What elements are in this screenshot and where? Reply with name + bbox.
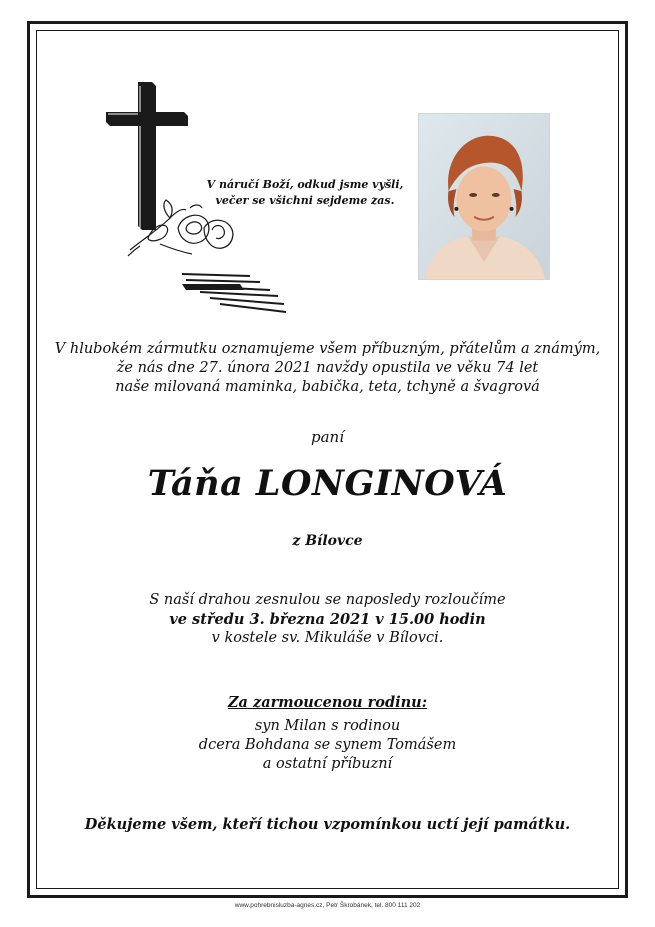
portrait-photo xyxy=(418,113,550,280)
announcement-line-2: že nás dne 27. února 2021 navždy opustila ve věku 74 let xyxy=(116,360,539,376)
announcement-text xyxy=(36,340,619,397)
family-members-list xyxy=(36,717,619,774)
family-member: a ostatní příbuzní xyxy=(262,756,393,772)
family-member: syn Milan s rodinou xyxy=(254,718,401,734)
verse-line-2: večer se všichni sejdeme zas. xyxy=(215,194,395,207)
ceremony-date-time: ve středu 3. března 2021 v 15.00 hodin xyxy=(169,611,486,628)
ceremony-details xyxy=(36,591,619,648)
deceased-name: Táňa LONGINOVÁ xyxy=(147,463,508,504)
family-heading: Za zarmoucenou rodinu: xyxy=(227,694,428,711)
verse-line-1: V náručí Boží, odkud jsme vyšli, xyxy=(206,178,404,191)
family-member: dcera Bohdana se synem Tomášem xyxy=(198,737,457,753)
deceased-origin: z Bílovce xyxy=(292,533,363,549)
ceremony-line-1: S naší drahou zesnulou se naposledy rozloučíme xyxy=(149,592,506,608)
salutation: paní xyxy=(310,428,344,446)
announcement-line-1: V hlubokém zármutku oznamujeme všem příbuzným, přátelům a známým, xyxy=(54,341,601,357)
portrait-image xyxy=(419,114,549,279)
ceremony-location: v kostele sv. Mikuláše v Bílovci. xyxy=(211,630,444,646)
funeral-service-footer: www.pohrebnisluzba-agnes.cz, Petr Škrobánek, tel. 800 111 202 xyxy=(234,902,421,909)
thanks-note: Děkujeme všem, kteří tichou vzpomínkou uctí její památku. xyxy=(84,816,571,833)
announcement-line-3: naše milovaná maminka, babička, teta, tchyně a švagrová xyxy=(115,379,540,395)
memorial-verse xyxy=(205,177,405,209)
